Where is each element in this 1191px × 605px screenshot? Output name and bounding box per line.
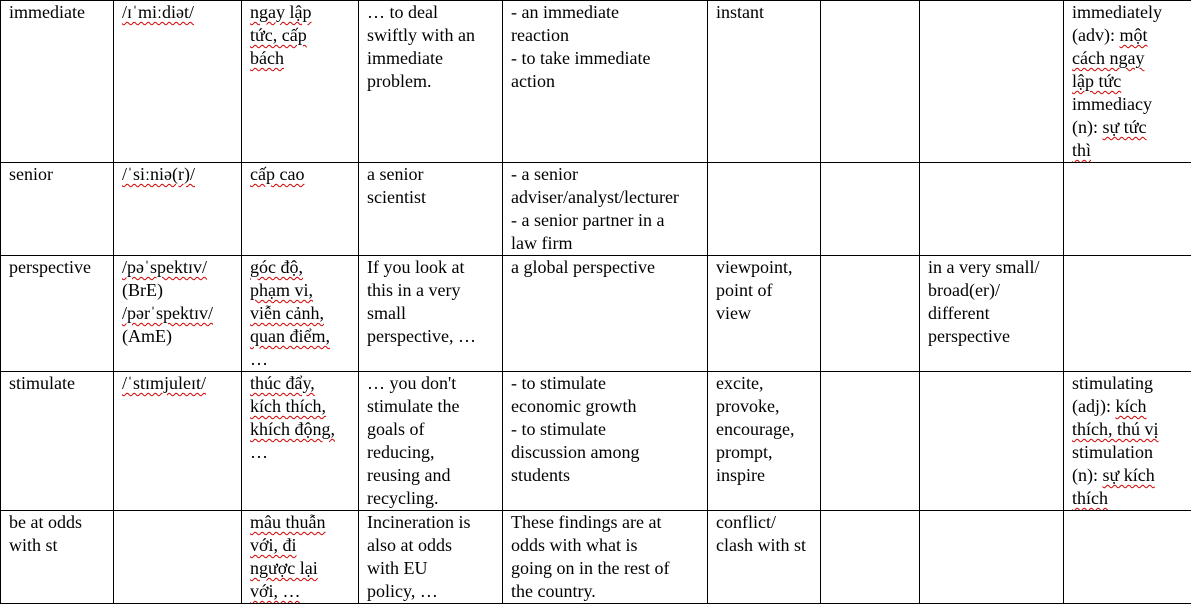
meaning-cell xyxy=(242,163,359,256)
antonyms-cell xyxy=(821,163,920,256)
meaning-cell xyxy=(242,372,359,511)
word-cell xyxy=(1,163,114,256)
text-line: (AmE) xyxy=(122,326,172,346)
text-line: perspective xyxy=(9,257,91,277)
antonyms-cell xyxy=(821,1,920,163)
text-line: These findings are at xyxy=(511,512,662,532)
meaning-cell xyxy=(242,1,359,163)
phrases-cell xyxy=(920,163,1064,256)
text-line: - an immediate xyxy=(511,2,619,22)
word-cell xyxy=(1,1,114,163)
synonyms-cell xyxy=(708,372,821,511)
text-line: thúc đẩy, xyxy=(250,373,315,393)
phrases-cell xyxy=(920,372,1064,511)
text-line: immediacy xyxy=(1072,94,1152,114)
text-line: perspective, … xyxy=(367,326,476,346)
text-line: goals of xyxy=(367,419,425,439)
text-line: If you look at xyxy=(367,257,465,277)
antonyms-cell xyxy=(821,372,920,511)
text-line: /pəˈspektɪv/ xyxy=(122,257,207,277)
text-line: cấp cao xyxy=(250,164,305,184)
text-line: - a senior xyxy=(511,164,578,184)
text-line: phạm vi, xyxy=(250,280,313,300)
text-line: (n): sự kích xyxy=(1072,465,1155,485)
text-line: a senior xyxy=(367,164,424,184)
text-line: problem. xyxy=(367,71,432,91)
text-line: … xyxy=(250,442,268,462)
pronunciation-cell xyxy=(114,511,242,604)
phrases-cell xyxy=(920,1,1064,163)
text-line: with st xyxy=(9,535,58,555)
text-line: với, đi xyxy=(250,535,297,555)
text-line: point of xyxy=(716,280,773,300)
text-line: students xyxy=(511,465,571,485)
synonyms-cell xyxy=(708,511,821,604)
text-line: (BrE) xyxy=(122,280,163,300)
table-row xyxy=(1,511,1191,604)
collocations-cell xyxy=(503,163,708,256)
text-line: quan điểm, xyxy=(250,326,330,346)
text-line: the country. xyxy=(511,581,596,601)
text-line: khích động, xyxy=(250,419,335,439)
text-line: thích xyxy=(1072,488,1108,508)
text-line: scientist xyxy=(367,187,426,207)
pronunciation-cell xyxy=(114,163,242,256)
meaning-cell xyxy=(242,256,359,372)
text-line: - to take immediate xyxy=(511,48,651,68)
text-line: excite, xyxy=(716,373,764,393)
text-line: senior xyxy=(9,164,53,184)
text-line: - a senior partner in a xyxy=(511,210,665,230)
word-cell xyxy=(1,372,114,511)
word-family-cell xyxy=(1064,511,1191,604)
table-row xyxy=(1,1,1191,163)
text-line: also at odds xyxy=(367,535,452,555)
text-line: thích, thú vị xyxy=(1072,419,1159,439)
text-line: in a very small/ xyxy=(928,257,1040,277)
text-line: /ˈsiːniə(r)/ xyxy=(122,164,195,184)
text-line: … you don't xyxy=(367,373,457,393)
word-cell xyxy=(1,511,114,604)
antonyms-cell xyxy=(821,511,920,604)
word-family-cell xyxy=(1064,1,1191,163)
word-family-cell xyxy=(1064,372,1191,511)
context-example-cell xyxy=(359,1,503,163)
text-line: … to deal xyxy=(367,2,438,22)
table-row xyxy=(1,256,1191,372)
table-row xyxy=(1,163,1191,256)
word-family-cell xyxy=(1064,256,1191,372)
text-line: reaction xyxy=(511,25,569,45)
text-line: stimulate xyxy=(9,373,75,393)
text-line: /ɪˈmiːdiət/ xyxy=(122,2,194,22)
text-line: thì xyxy=(1072,140,1092,160)
text-line: /ˈstɪmjuleɪt/ xyxy=(122,373,206,393)
text-line: this in a very xyxy=(367,280,461,300)
text-line: ngược lại xyxy=(250,558,318,578)
text-line: economic growth xyxy=(511,396,637,416)
context-example-cell xyxy=(359,511,503,604)
text-line: viễn cảnh, xyxy=(250,303,324,323)
text-line: perspective xyxy=(928,326,1010,346)
text-line: small xyxy=(367,303,406,323)
text-line: discussion among xyxy=(511,442,640,462)
text-line: conflict/ xyxy=(716,512,776,532)
collocations-cell xyxy=(503,372,708,511)
text-line: clash with st xyxy=(716,535,806,555)
text-line: - to stimulate xyxy=(511,373,606,393)
text-line: Incineration is xyxy=(367,512,471,532)
text-line: reducing, xyxy=(367,442,435,462)
text-line: prompt, xyxy=(716,442,773,462)
pronunciation-cell xyxy=(114,256,242,372)
text-line: instant xyxy=(716,2,764,22)
pronunciation-cell xyxy=(114,372,242,511)
text-line: tức, cấp xyxy=(250,25,307,45)
text-line: góc độ, xyxy=(250,257,303,277)
text-line: kích thích, xyxy=(250,396,326,416)
text-line: inspire xyxy=(716,465,765,485)
text-line: a global perspective xyxy=(511,257,655,277)
context-example-cell xyxy=(359,163,503,256)
text-line: (adj): kích xyxy=(1072,396,1147,416)
text-line: ngay lập xyxy=(250,2,312,22)
text-line: /pərˈspektɪv/ xyxy=(122,303,213,323)
text-line: (adv): một xyxy=(1072,25,1148,45)
text-line: … xyxy=(250,349,268,369)
synonyms-cell xyxy=(708,163,821,256)
context-example-cell xyxy=(359,256,503,372)
text-line: be at odds xyxy=(9,512,82,532)
text-line: adviser/analyst/lecturer xyxy=(511,187,679,207)
text-line: with EU xyxy=(367,558,428,578)
text-line: lập tức xyxy=(1072,71,1122,91)
text-line: going on in the rest of xyxy=(511,558,670,578)
text-line: - to stimulate xyxy=(511,419,606,439)
text-line: immediately xyxy=(1072,2,1162,22)
text-line: stimulating xyxy=(1072,373,1153,393)
word-cell xyxy=(1,256,114,372)
table-row xyxy=(1,372,1191,511)
text-line: swiftly with an xyxy=(367,25,475,45)
synonyms-cell xyxy=(708,256,821,372)
text-line: với, … xyxy=(250,581,301,601)
table-body xyxy=(1,1,1191,604)
text-line: recycling. xyxy=(367,488,439,508)
text-line: (n): sự tức xyxy=(1072,117,1147,137)
text-line: cách ngay xyxy=(1072,48,1145,68)
collocations-cell xyxy=(503,256,708,372)
text-line: different xyxy=(928,303,990,323)
collocations-cell xyxy=(503,511,708,604)
text-line: view xyxy=(716,303,751,323)
text-line: reusing and xyxy=(367,465,451,485)
text-line: broad(er)/ xyxy=(928,280,1000,300)
synonyms-cell xyxy=(708,1,821,163)
text-line: mâu thuẫn xyxy=(250,512,326,532)
context-example-cell xyxy=(359,372,503,511)
word-family-cell xyxy=(1064,163,1191,256)
antonyms-cell xyxy=(821,256,920,372)
meaning-cell xyxy=(242,511,359,604)
text-line: immediate xyxy=(9,2,85,22)
text-line: odds with what is xyxy=(511,535,638,555)
text-line: provoke, xyxy=(716,396,780,416)
text-line: action xyxy=(511,71,555,91)
text-line: policy, … xyxy=(367,581,438,601)
text-line: law firm xyxy=(511,233,573,253)
text-line: encourage, xyxy=(716,419,795,439)
text-line: immediate xyxy=(367,48,443,68)
pronunciation-cell xyxy=(114,1,242,163)
collocations-cell xyxy=(503,1,708,163)
text-line: bách xyxy=(250,48,284,68)
text-line: stimulate the xyxy=(367,396,460,416)
text-line: viewpoint, xyxy=(716,257,793,277)
phrases-cell xyxy=(920,511,1064,604)
phrases-cell xyxy=(920,256,1064,372)
text-line: stimulation xyxy=(1072,442,1153,462)
